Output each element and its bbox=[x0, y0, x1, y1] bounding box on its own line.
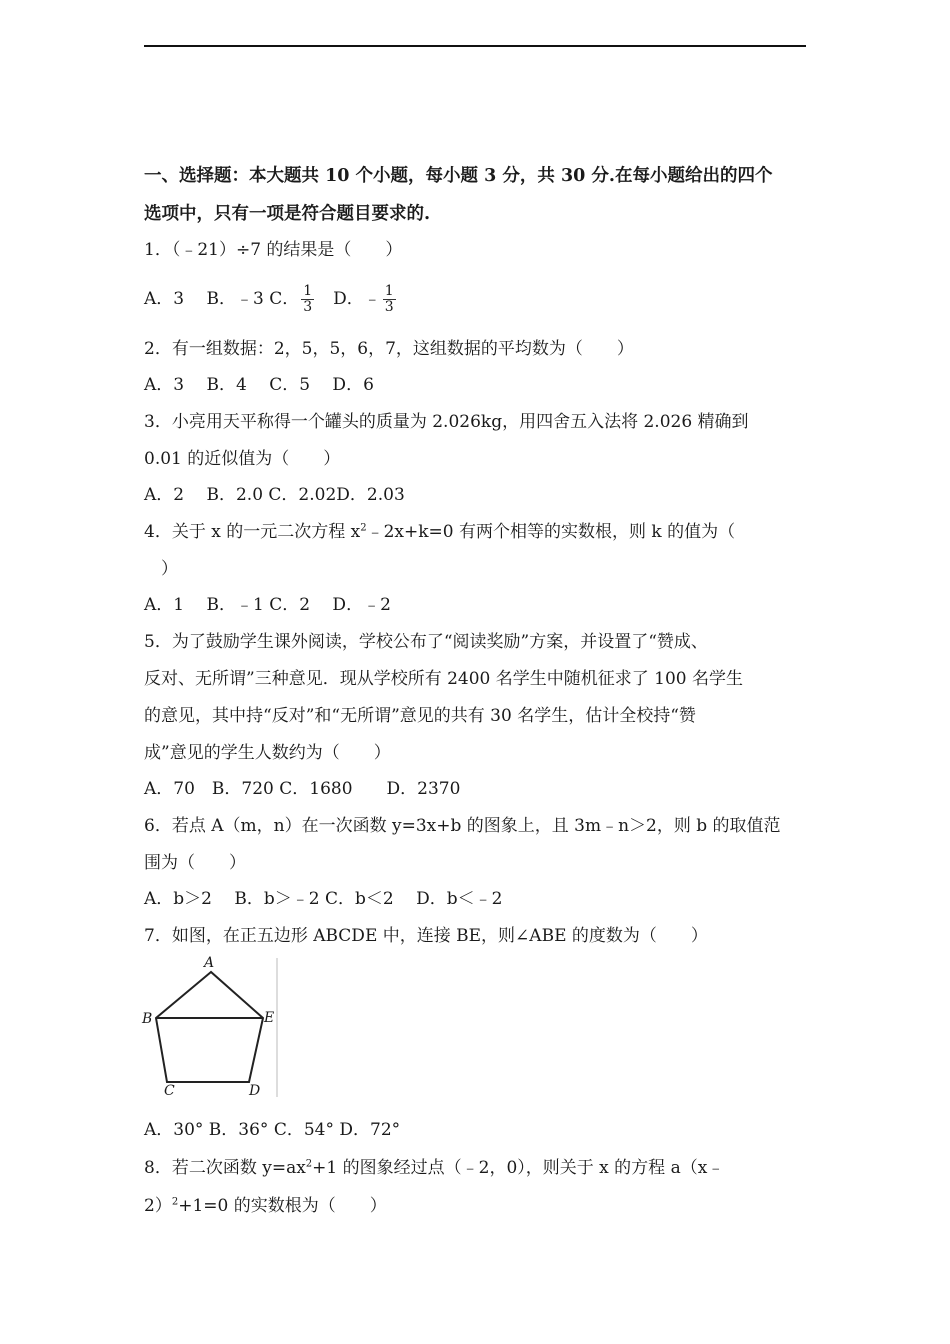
minus-sign: ﹣ bbox=[363, 289, 381, 309]
question-8-cont: 2）$^2$+1=0 的实数根为（ ） bbox=[144, 1196, 387, 1216]
question-1: 1．（﹣21）÷7 的结果是（ ） bbox=[144, 240, 403, 260]
pentagon-figure bbox=[140, 955, 282, 1100]
question-5-options: A．70 B．720 C．1680 D．2370 bbox=[144, 779, 461, 799]
vertex-label-b: B bbox=[142, 1011, 153, 1027]
fraction: $\frac{1}{3}$ bbox=[303, 283, 313, 315]
fraction: $\frac{1}{3}$ bbox=[384, 283, 394, 315]
question-7: 7．如图，在正五边形 ABCDE 中，连接 BE，则∠ABE 的度数为（ ） bbox=[144, 926, 708, 946]
question-3: 3．小亮用天平称得一个罐头的质量为 2.026kg，用四舍五入法将 2.026 精确到 bbox=[144, 412, 749, 432]
question-6: 6．若点 A（m，n）在一次函数 y=3x+b 的图象上，且 3m﹣n＞2，则 b 的取值范 bbox=[144, 816, 781, 836]
question-3-options: A．2 B．2.0 C．2.02D．2.03 bbox=[144, 485, 405, 505]
question-2-options: A．3 B．4 C．5 D．6 bbox=[144, 375, 374, 395]
vertex-label-c: C bbox=[164, 1083, 175, 1099]
question-2: 2．有一组数据：2，5，5，6，7，这组数据的平均数为（ ） bbox=[144, 339, 634, 359]
question-6-options: A．b＞2 B．b＞﹣2 C．b＜2 D．b＜﹣2 bbox=[144, 889, 503, 909]
question-3-cont: 0.01 的近似值为（ ） bbox=[144, 449, 341, 469]
section-title-cont: 选项中，只有一项是符合题目要求的. bbox=[144, 204, 431, 224]
pentagon-outline bbox=[156, 972, 263, 1082]
question-4-options: A．1 B．﹣1 C．2 D．﹣2 bbox=[144, 595, 391, 615]
question-4-cont: ） bbox=[144, 559, 178, 579]
pentagon-diagram bbox=[140, 955, 282, 1100]
question-8: 8．若二次函数 $y=ax^2+1$ 的图象经过点（﹣2，0），则关于 x 的方程 a（x﹣ bbox=[144, 1158, 725, 1178]
q1-options-ab: A．3 B．﹣3 C． bbox=[144, 289, 300, 309]
question-4: 4．关于 x 的一元二次方程 $x^2﹣2x+k=0$ 有两个相等的实数根，则 k 的值为（ bbox=[144, 522, 736, 542]
question-5-cont-1: 反对、无所谓”三种意见．现从学校所有 2400 名学生中随机征求了 100 名学生 bbox=[144, 669, 744, 689]
vertex-label-d: D bbox=[249, 1083, 261, 1099]
question-6-cont: 围为（ ） bbox=[144, 853, 246, 873]
question-5-cont-2: 的意见，其中持“反对”和“无所谓”意见的共有 30 名学生，估计全校持“赞 bbox=[144, 706, 696, 726]
header-rule bbox=[144, 45, 806, 47]
q1-option-d: D． bbox=[316, 289, 364, 309]
section-title: 一、选择题：本大题共 10 个小题，每小题 3 分，共 30 分.在每小题给出的四个 bbox=[144, 166, 773, 186]
question-1-options bbox=[144, 284, 814, 315]
question-5-cont-3: 成”意见的学生人数约为（ ） bbox=[144, 743, 391, 763]
vertex-label-a: A bbox=[204, 955, 215, 971]
question-5: 5．为了鼓励学生课外阅读，学校公布了“阅读奖励”方案，并设置了“赞成、 bbox=[144, 632, 708, 652]
question-7-options: A．30° B．36° C．54° D．72° bbox=[144, 1120, 401, 1140]
vertex-label-e: E bbox=[264, 1010, 275, 1026]
